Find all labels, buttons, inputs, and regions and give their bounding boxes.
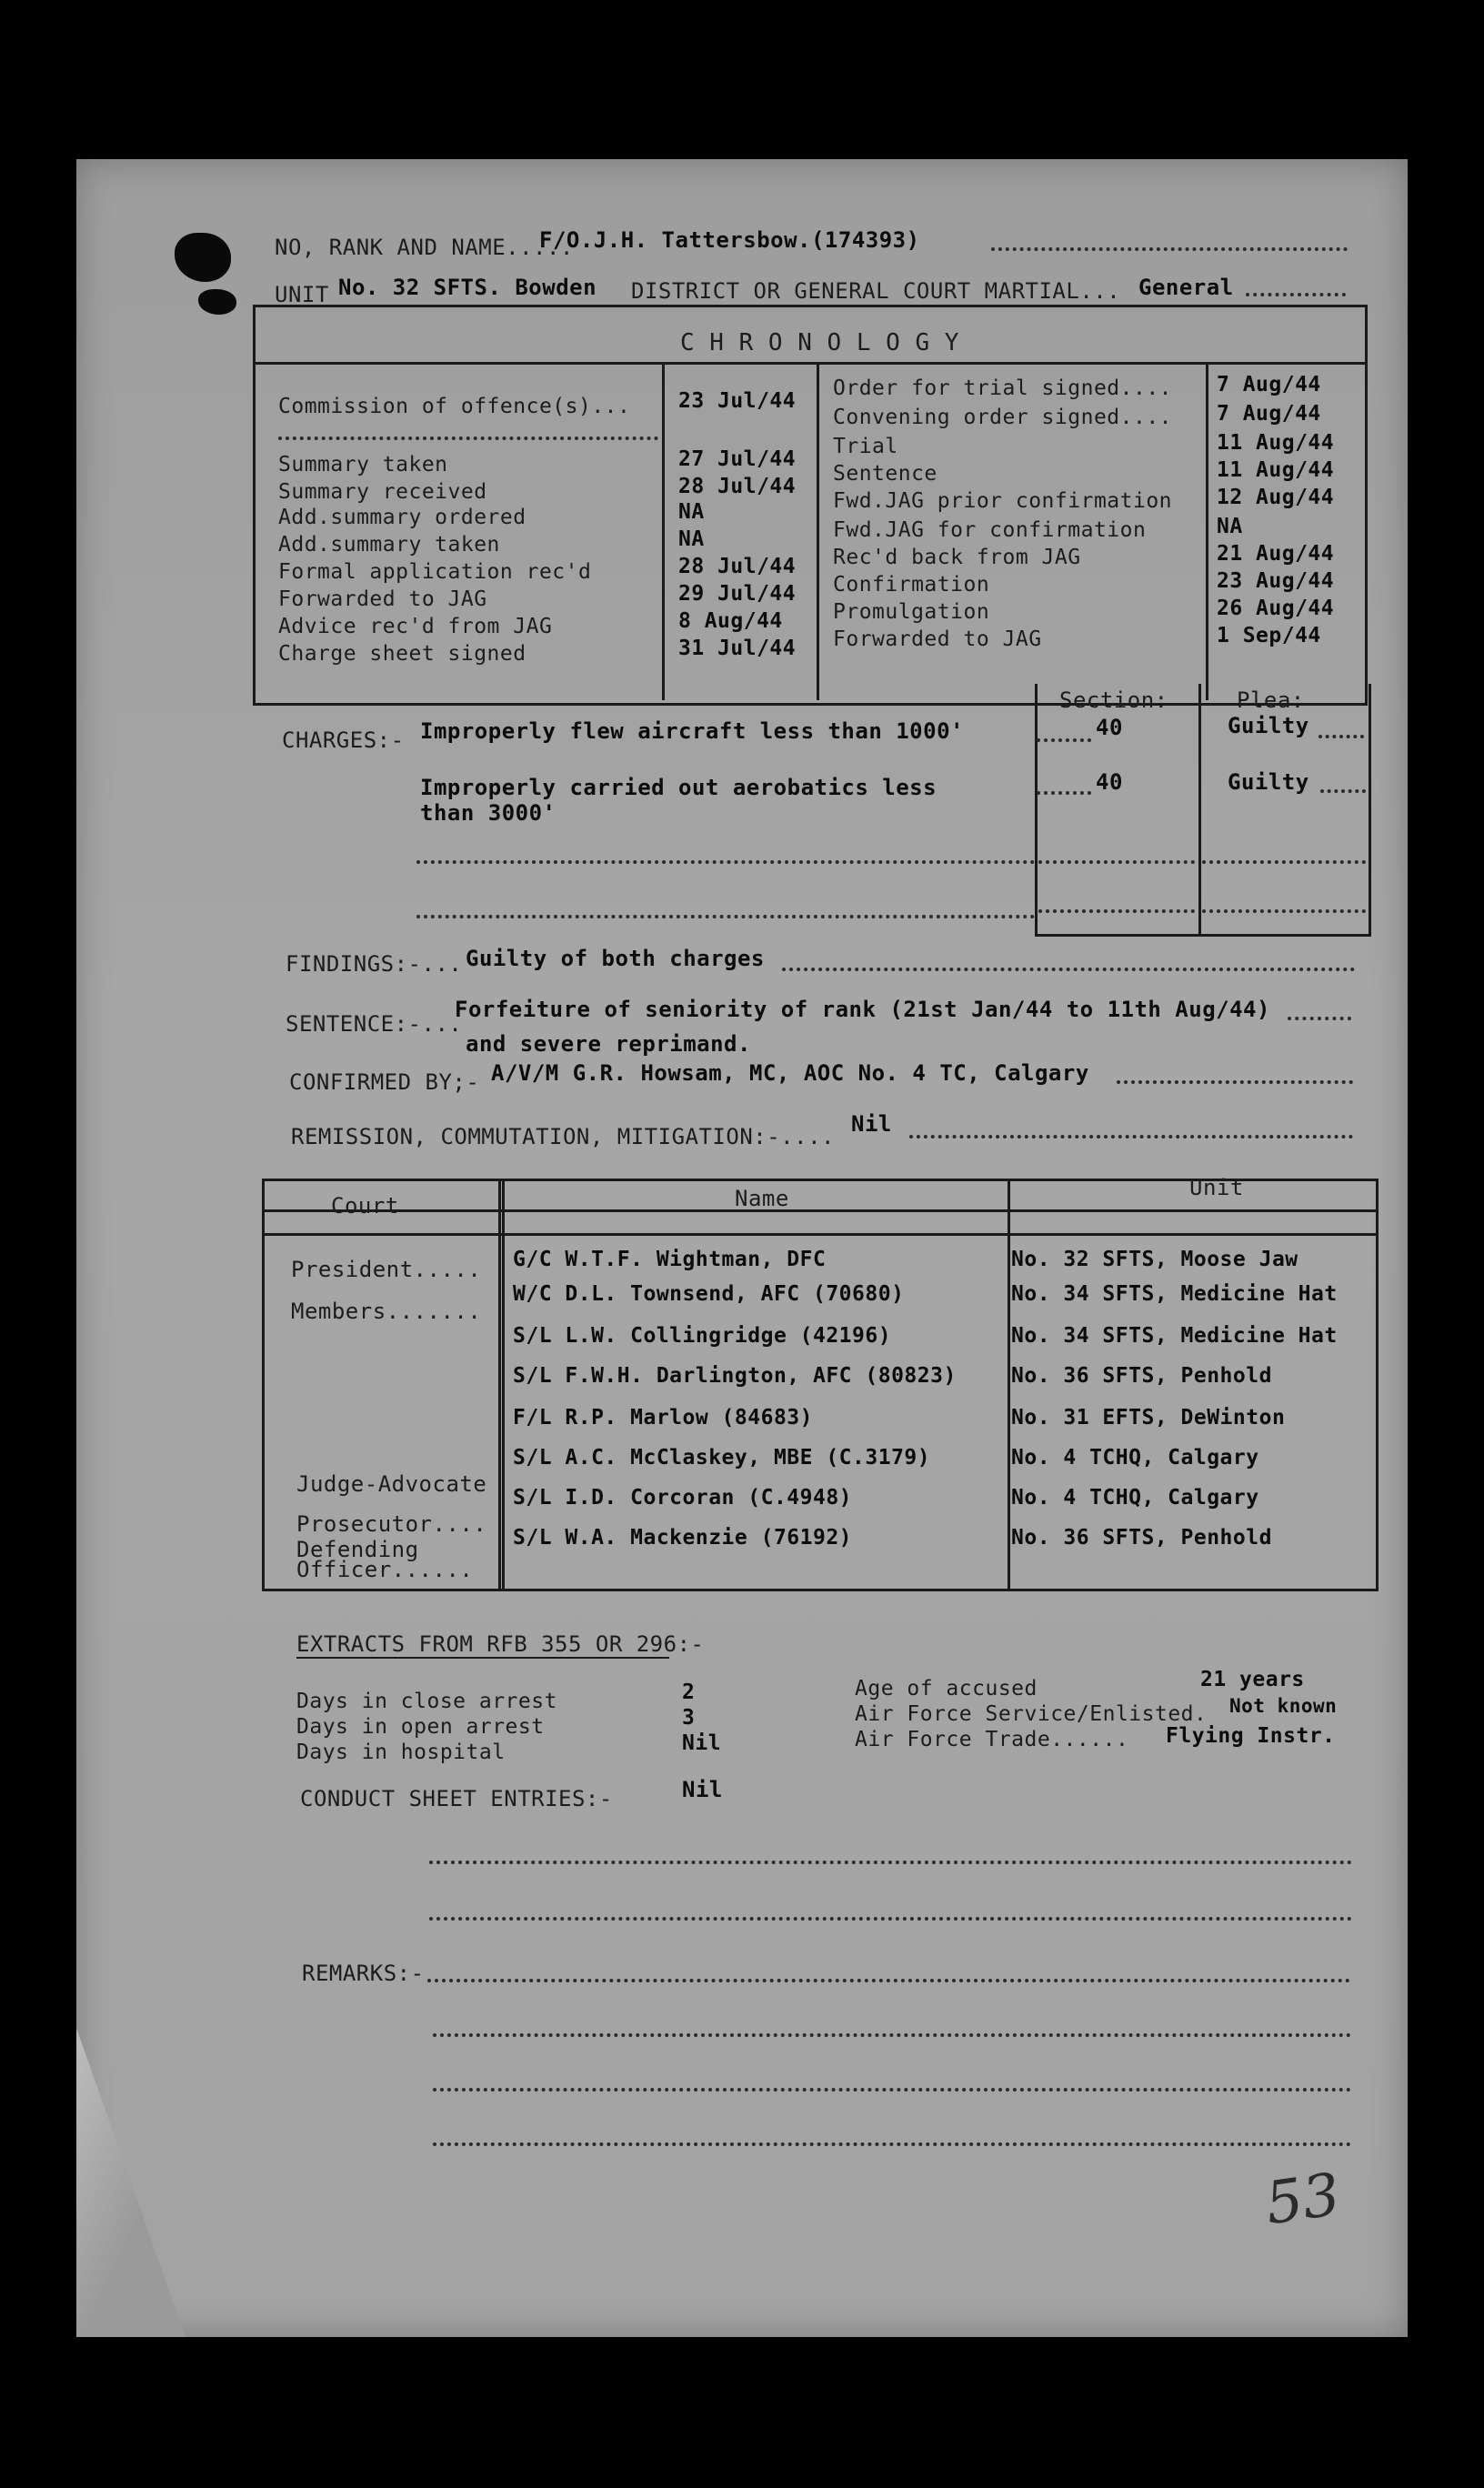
chronology-right-value: 23 Aug/44: [1217, 569, 1335, 593]
unit-value: No. 32 SFTS. Bowden: [338, 275, 597, 300]
plea-header: Plea:: [1237, 687, 1305, 713]
court-member-unit: No. 31 EFTS, DeWinton: [1011, 1406, 1286, 1430]
role-officer: Officer......: [296, 1557, 474, 1582]
court-member-unit: No. 4 TCHQ, Calgary: [1011, 1486, 1259, 1510]
court-member-name: S/L L.W. Collingridge (42196): [513, 1324, 892, 1348]
extract-left-label: Days in hospital: [296, 1741, 506, 1764]
chronology-left-value: 27 Jul/44: [678, 447, 797, 471]
court-member-name: S/L F.W.H. Darlington, AFC (80823): [513, 1364, 957, 1388]
charge-1-plea: Guilty: [1228, 713, 1309, 738]
chronology-left-value: NA: [678, 500, 705, 524]
extract-left-label: Days in close arrest: [296, 1690, 557, 1713]
chronology-right-label: Convening order signed....: [833, 406, 1173, 429]
chronology-left-value: 31 Jul/44: [678, 637, 797, 660]
court-column-header: Court: [331, 1193, 399, 1219]
extract-right-label: Age of accused: [855, 1677, 1038, 1700]
charge-1-text: Improperly flew aircraft less than 1000': [420, 718, 964, 744]
chronology-left-label: Summary taken: [278, 453, 448, 477]
findings-value: Guilty of both charges: [466, 946, 765, 971]
chronology-left-label: Add.summary taken: [278, 533, 500, 557]
sentence-value: Forfeiture of seniority of rank (21st Jan/44 to 11th Aug/44): [455, 997, 1270, 1022]
chronology-right-label: Fwd.JAG for confirmation: [833, 518, 1147, 542]
remission-value: Nil: [851, 1111, 892, 1137]
confirmed-by-label: CONFIRMED BY;-: [289, 1069, 480, 1095]
chronology-left-value: NA: [678, 527, 705, 551]
court-type-label: DISTRICT OR GENERAL COURT MARTIAL...: [631, 278, 1121, 304]
section-header: Section:: [1059, 687, 1168, 713]
chronology-right-label: Forwarded to JAG: [833, 627, 1042, 651]
chronology-left-label: Charge sheet signed: [278, 642, 526, 666]
chronology-right-label: Order for trial signed....: [833, 376, 1173, 400]
charge-1-section: 40: [1096, 715, 1123, 740]
role-president: President.....: [291, 1257, 482, 1282]
chronology-left-label: Commission of offence(s)...: [278, 395, 631, 418]
role-judge-advocate: Judge-Advocate: [296, 1471, 487, 1497]
conduct-sheet-value: Nil: [682, 1777, 723, 1802]
court-member-name: G/C W.T.F. Wightman, DFC: [513, 1248, 827, 1271]
chronology-right-value: 7 Aug/44: [1217, 402, 1321, 426]
extract-right-label: Air Force Service/Enlisted.: [855, 1702, 1208, 1726]
chronology-right-value: 11 Aug/44: [1217, 431, 1335, 455]
rank-name-label: NO, RANK AND NAME.....: [275, 235, 574, 260]
extract-left-value: 3: [682, 1706, 696, 1730]
chronology-right-label: Trial: [833, 435, 898, 458]
charge-2-text: Improperly carried out aerobatics less: [420, 775, 938, 800]
extract-left-value: 2: [682, 1680, 696, 1704]
chronology-right-label: Fwd.JAG prior confirmation: [833, 489, 1173, 513]
court-member-name: S/L A.C. McClaskey, MBE (C.3179): [513, 1446, 931, 1470]
role-defending: Defending: [296, 1537, 419, 1562]
chronology-title: C H R O N O L O G Y: [680, 329, 959, 356]
chronology-right-value: 26 Aug/44: [1217, 597, 1335, 620]
chronology-left-value: 23 Jul/44: [678, 389, 797, 413]
court-type-value: General: [1138, 275, 1234, 300]
sentence-label: SENTENCE:-...: [286, 1011, 463, 1037]
chronology-left-value: 28 Jul/44: [678, 475, 797, 498]
chronology-right-label: Confirmation: [833, 573, 990, 597]
rank-name-value: F/O.J.H. Tattersbow.(174393): [539, 227, 920, 253]
court-member-unit: No. 4 TCHQ, Calgary: [1011, 1446, 1259, 1470]
sentence-value-continued: and severe reprimand.: [466, 1031, 751, 1057]
chronology-left-value: 8 Aug/44: [678, 609, 783, 633]
court-member-unit: No. 34 SFTS, Medicine Hat: [1011, 1324, 1338, 1348]
findings-label: FINDINGS:-...: [286, 951, 463, 977]
chronology-right-label: Promulgation: [833, 600, 990, 624]
remarks-label: REMARKS:-: [302, 1961, 425, 1986]
extract-left-value: Nil: [682, 1731, 722, 1755]
court-member-unit: No. 34 SFTS, Medicine Hat: [1011, 1282, 1338, 1306]
charge-2-plea: Guilty: [1228, 769, 1309, 795]
court-member-unit: No. 32 SFTS, Moose Jaw: [1011, 1248, 1298, 1271]
chronology-left-value: 28 Jul/44: [678, 555, 797, 578]
role-members: Members.......: [291, 1299, 482, 1324]
conduct-sheet-label: CONDUCT SHEET ENTRIES:-: [300, 1786, 613, 1811]
chronology-left-value: 29 Jul/44: [678, 582, 797, 606]
extract-right-value: Flying Instr.: [1166, 1724, 1336, 1748]
extract-left-label: Days in open arrest: [296, 1715, 545, 1739]
chronology-right-value: 7 Aug/44: [1217, 373, 1321, 396]
extract-right-label: Air Force Trade......: [855, 1728, 1129, 1751]
extracts-title: EXTRACTS FROM RFB 355 OR 296:-: [296, 1631, 705, 1657]
unit-label: UNIT: [275, 282, 329, 307]
extract-right-value: Not known: [1229, 1695, 1338, 1717]
page-number: 53: [1261, 2161, 1345, 2239]
court-member-name: S/L W.A. Mackenzie (76192): [513, 1526, 853, 1550]
court-member-unit: No. 36 SFTS, Penhold: [1011, 1364, 1272, 1388]
chronology-left-label: Forwarded to JAG: [278, 587, 487, 611]
chronology-right-value: NA: [1217, 515, 1243, 538]
role-prosecutor: Prosecutor....: [296, 1511, 487, 1537]
court-member-name: S/L I.D. Corcoran (C.4948): [513, 1486, 853, 1510]
chronology-left-label: Advice rec'd from JAG: [278, 615, 553, 638]
chronology-left-label: Add.summary ordered: [278, 506, 526, 529]
chronology-left-label: Formal application rec'd: [278, 560, 592, 584]
court-member-name: F/L R.P. Marlow (84683): [513, 1406, 813, 1430]
chronology-right-label: Sentence: [833, 462, 938, 486]
redaction-mark: [198, 289, 236, 315]
confirmed-by-value: A/V/M G.R. Howsam, MC, AOC No. 4 TC, Calgary: [491, 1060, 1089, 1086]
chronology-right-label: Rec'd back from JAG: [833, 546, 1081, 569]
chronology-right-value: 11 Aug/44: [1217, 458, 1335, 482]
charge-2-section: 40: [1096, 769, 1123, 795]
chronology-right-value: 21 Aug/44: [1217, 542, 1335, 566]
court-member-name: W/C D.L. Townsend, AFC (70680): [513, 1282, 905, 1306]
chronology-left-label: Summary received: [278, 480, 487, 504]
chronology-right-value: 12 Aug/44: [1217, 486, 1335, 509]
court-member-unit: No. 36 SFTS, Penhold: [1011, 1526, 1272, 1550]
chronology-right-value: 1 Sep/44: [1217, 624, 1321, 647]
charges-label: CHARGES:-: [282, 727, 405, 753]
extract-right-value: 21 years: [1200, 1668, 1305, 1691]
remission-label: REMISSION, COMMUTATION, MITIGATION:-....: [291, 1124, 835, 1149]
unit-column-header: Unit: [1189, 1175, 1244, 1200]
charge-2-text-continued: than 3000': [420, 800, 556, 826]
name-column-header: Name: [735, 1186, 789, 1211]
